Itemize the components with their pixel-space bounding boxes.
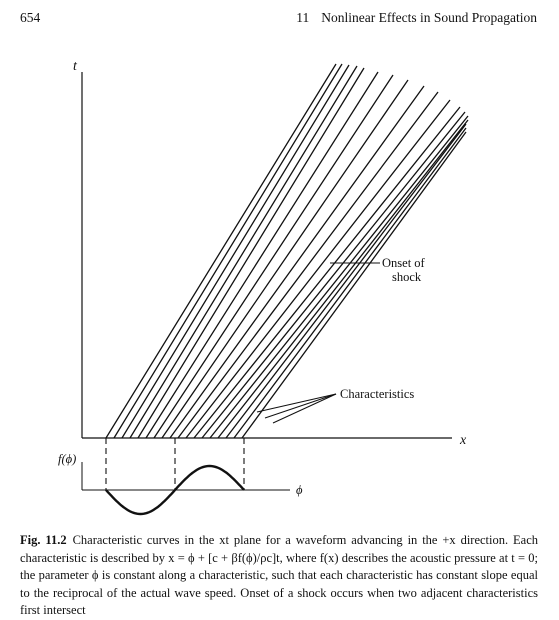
onset-label-line2: shock xyxy=(392,270,422,284)
characteristic-line xyxy=(106,64,336,438)
caption-text: Characteristic curves in the xt plane for a waveform advancing in the +x direction. Each characteristic is described by x = ϕ + [c + βf(ϕ)/ρc]t, where f(x) describes the acoustic pressure at t = 0; the parameter ϕ is constant along a characteristic, such that each characteristic has constant slope equal to the reciprocal of the actual wave speed. Onset of a shock occurs when two adjacent characteristics first intersect xyxy=(20,533,539,617)
caption-label: Fig. 11.2 xyxy=(20,533,67,547)
characteristic-line xyxy=(162,80,408,438)
characteristic-line xyxy=(154,75,393,438)
characteristic-line xyxy=(146,72,378,438)
phi-axis-label: ϕ xyxy=(296,483,303,497)
chapter-number: 11 xyxy=(296,10,310,25)
f-axis-label: f(ϕ) xyxy=(58,452,77,466)
characteristic-line xyxy=(122,65,349,438)
x-axis-label: x xyxy=(460,433,467,448)
characteristic-lines xyxy=(106,64,468,438)
characteristics-label: Characteristics xyxy=(340,387,415,401)
onset-label-line1: Onset of xyxy=(382,256,425,270)
figure-caption xyxy=(20,532,538,620)
t-axis-label: t xyxy=(73,59,77,74)
characteristic-line xyxy=(130,66,357,438)
page-number: 654 xyxy=(20,10,41,25)
characteristic-line xyxy=(114,64,342,438)
dashed-guides xyxy=(106,438,244,490)
chapter-title: Nonlinear Effects in Sound Propagation xyxy=(321,10,537,25)
characteristic-line xyxy=(202,112,465,438)
characteristics-leaders xyxy=(257,394,336,423)
